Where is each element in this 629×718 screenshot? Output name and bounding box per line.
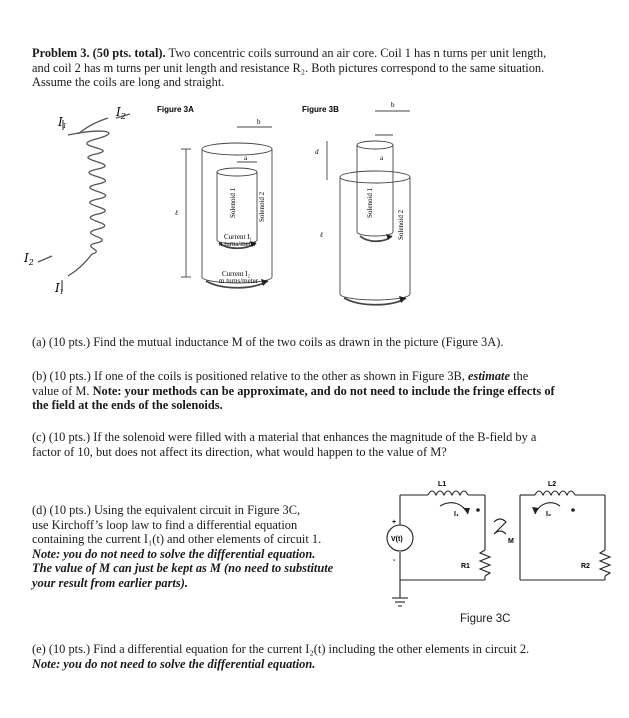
part-a: (a) (10 pts.) Find the mutual inductance M of the two coils as drawn in the picture (Figure 3A). bbox=[32, 335, 504, 349]
label-l2: L2 bbox=[548, 481, 557, 488]
label-m: M bbox=[508, 538, 514, 545]
label-r2: R2 bbox=[581, 563, 590, 570]
sketch-i1-bottom: I1 bbox=[55, 281, 64, 296]
label-i1: I₁ bbox=[454, 511, 459, 518]
part-c: (c) (10 pts.) If the solenoid were filled with a material that enhances the magnitude of the B-field by a factor of 10, but does not affect its direction, what would happen to the value of M? bbox=[32, 430, 537, 459]
part-b: (b) (10 pts.) If one of the coils is positioned relative to the other as shown in Figure 3B, estimate the value of M. Note: your methods can be approximate, and do not need to include the fringe effects of the field at the ends of the solenoids. bbox=[32, 369, 555, 413]
label-l1: L1 bbox=[438, 481, 447, 488]
part-d: (d) (10 pts.) Using the equivalent circuit in Figure 3C, use Kirchoff’s loop law to find a differential equation containing the current I₁(t) and other elements of circuit 1. Note: you do not need to solve the differential equation. The value of M can just be kept as M (no need to substitute your result from earlier parts). bbox=[32, 503, 334, 590]
figures-3a-3b bbox=[0, 0, 629, 330]
intro-line-3: Assume the coils are long and straight. bbox=[32, 75, 225, 90]
fig3b-dim-a: a bbox=[380, 154, 384, 162]
intro-line-2: and coil 2 has m turns per unit length and resistance R₂. Both pictures correspond to the same situation. bbox=[32, 60, 545, 75]
fig3b-dim-l: ℓ bbox=[320, 231, 323, 239]
label-i2: I₂ bbox=[546, 511, 552, 518]
i1-arrow-icon bbox=[463, 508, 470, 514]
fig3a-solenoid-2: Solenoid 2 bbox=[258, 191, 266, 222]
i2-arrow-icon bbox=[532, 507, 539, 514]
label-r1: R1 bbox=[461, 563, 470, 570]
figure-3c-caption: Figure 3C bbox=[460, 613, 511, 625]
sketch-i2-left: $I_2$ bbox=[24, 251, 34, 267]
problem-title: Problem 3. (50 pts. total). bbox=[32, 46, 166, 60]
sketch-i2-top: $I_2$ bbox=[116, 105, 126, 121]
dot-l1-icon bbox=[476, 508, 480, 512]
figure-3a-title: Figure 3A bbox=[157, 105, 194, 114]
fig3a-solenoid-1: Solenoid 1 bbox=[229, 187, 237, 218]
fig3a-current1-line2: n turns/meter bbox=[219, 240, 257, 248]
fig3a-current1-line1: Current I₁ bbox=[224, 233, 252, 241]
hand-sketch-coil bbox=[38, 114, 130, 292]
figure-3b-title: Figure 3B bbox=[302, 105, 339, 114]
figure-3c-circuit bbox=[370, 470, 625, 630]
source-label: V(t) bbox=[391, 536, 403, 543]
fig3b-solenoid-1: Solenoid 1 bbox=[366, 187, 374, 218]
source-plus: + bbox=[392, 519, 397, 526]
part-e: (e) (10 pts.) Find a differential equation for the current I₂(t) including the other elements in circuit 2. Note: you do not need to solve the differential equation. bbox=[32, 642, 530, 671]
fig3b-dim-b: b bbox=[391, 101, 395, 109]
fig3a-dim-a: a bbox=[244, 154, 248, 162]
fig3a-current2-line2: m turns/meter bbox=[219, 277, 259, 285]
fig3a-dim-b: b bbox=[257, 118, 261, 126]
fig3b-dim-d: d bbox=[315, 148, 319, 156]
source-minus: - bbox=[393, 557, 396, 564]
fig3a-current2-line1: Current I₂ bbox=[222, 270, 250, 278]
fig3a-dim-l: ℓ bbox=[175, 209, 178, 217]
intro-line-1: Two concentric coils surround an air core. Coil 1 has n turns per unit length, bbox=[168, 46, 547, 60]
sketch-i1-top: I1 bbox=[58, 115, 67, 130]
fig3b-solenoid-2: Solenoid 2 bbox=[397, 209, 405, 240]
dot-l2-icon bbox=[571, 508, 575, 512]
